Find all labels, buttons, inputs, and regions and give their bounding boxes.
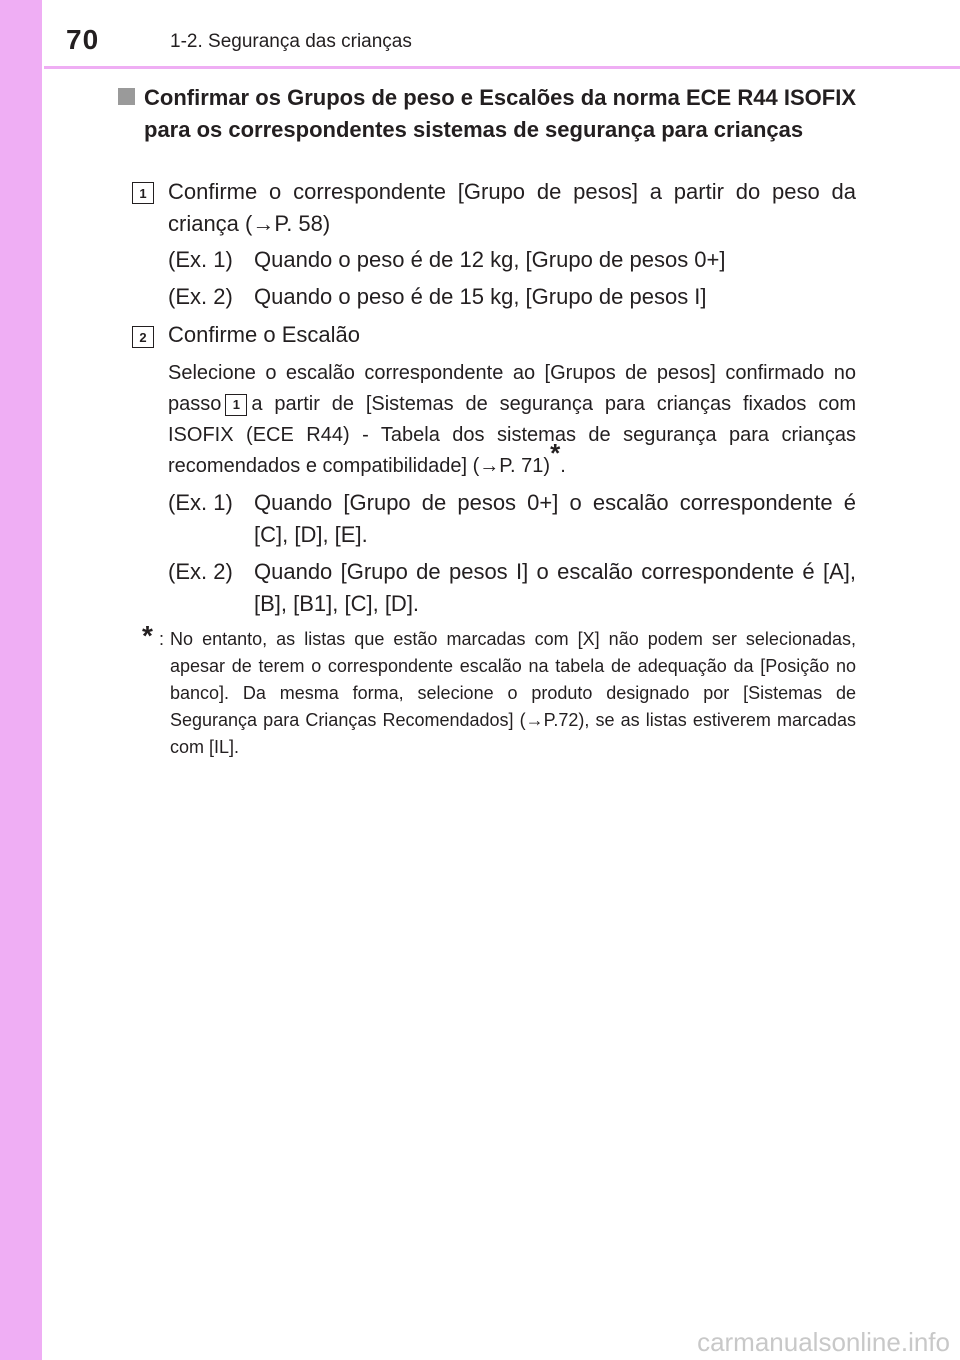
example-label: (Ex. 2): [168, 559, 233, 584]
page-number: 70: [66, 24, 100, 55]
step-2-title: Confirme o Escalão: [168, 322, 360, 347]
example-text: Quando [Grupo de pesos 0+] o escalão correspondente é [C], [D], [E].: [254, 490, 856, 547]
step-2-badge: 2: [132, 326, 154, 348]
description-end: .: [560, 455, 566, 477]
footnote-marker: *: [550, 438, 561, 469]
footnote: [118, 620, 856, 761]
header-divider: [44, 66, 960, 69]
example-text: Quando o peso é de 12 kg, [Grupo de pesos 0+]: [254, 247, 726, 272]
description-part-2: a partir de [Sistemas de segurança para crianças fixados com ISOFIX (ECE R44) - Tabela dos sistemas de segurança para crianças recomendados e compatibilidade] (→P. 71): [168, 393, 856, 477]
step-2-example-2: [168, 556, 856, 620]
watermark: carmanualsonline.info: [697, 1327, 950, 1357]
step-1-badge: 1: [132, 182, 154, 204]
footnote-colon: :: [159, 629, 165, 649]
example-label: (Ex. 1): [168, 490, 233, 515]
step-1-example-1: [168, 244, 856, 276]
section-title: 1-2. Segurança das crianças: [170, 31, 412, 52]
heading-text: Confirmar os Grupos de peso e Escalões da norma ECE R44 ISOFIX para os correspondentes sistemas de segurança para crianças: [144, 85, 856, 142]
step-2-description: [168, 358, 856, 482]
example-label: (Ex. 2): [168, 284, 233, 309]
description-part-1: Selecione o escalão correspondente ao [Grupos de pesos] confirmado no passo: [168, 362, 856, 415]
step-1-example-2: [168, 281, 856, 313]
example-label: (Ex. 1): [168, 247, 233, 272]
step-1-reference-badge: 1: [225, 394, 247, 416]
example-text: Quando [Grupo de pesos I] o escalão correspondente é [A], [B], [B1], [C], [D].: [254, 559, 856, 616]
section-heading: [118, 82, 856, 146]
step-2-example-1: [168, 487, 856, 551]
footnote-star: *: [142, 620, 153, 651]
square-bullet-icon: [118, 88, 135, 105]
footnote-text: No entanto, as listas que estão marcadas com [X] não podem ser selecionadas, apesar de terem o correspondente escalão na tabela de adequação da [Posição no banco]. Da mesma forma, selecione o produto designado por [Sistemas de Segurança para Crianças Recomendados] (→P.72), se as listas estiverem marcadas com [IL].: [170, 629, 856, 757]
example-text: Quando o peso é de 15 kg, [Grupo de pesos I]: [254, 284, 707, 309]
side-tab-strip: [0, 0, 42, 1360]
step-1-text: Confirme o correspondente [Grupo de pesos] a partir do peso da criança (→P. 58): [168, 179, 856, 236]
